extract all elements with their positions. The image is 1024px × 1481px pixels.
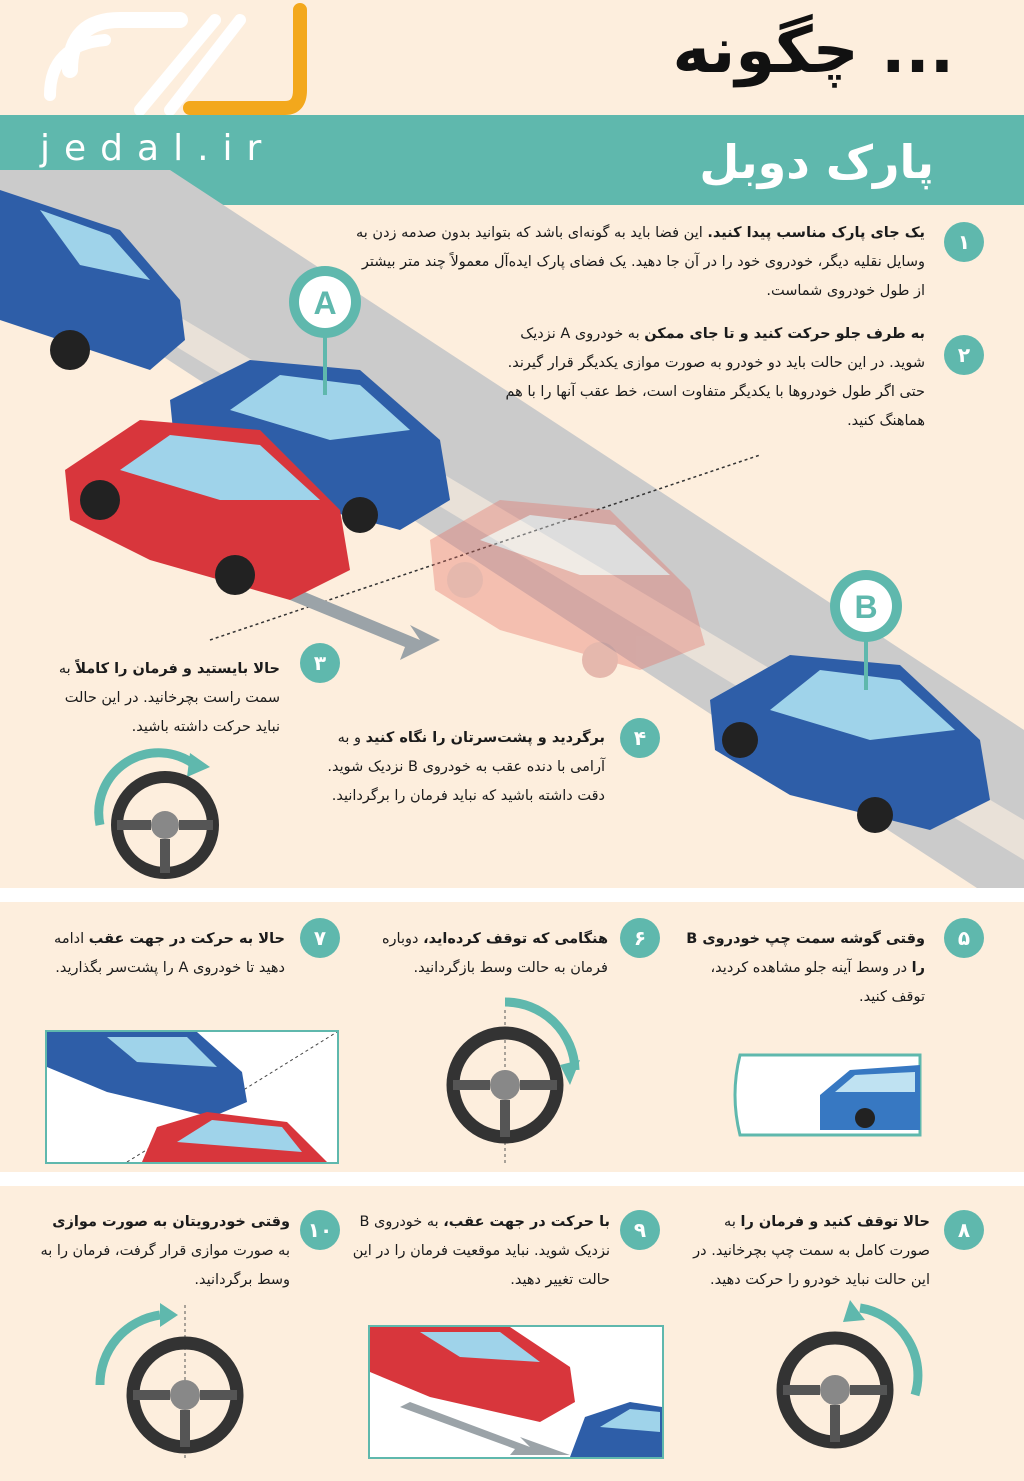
step-3-bold: حالا بایستید و فرمان را کاملاً bbox=[75, 661, 280, 677]
step-5-body: در وسط آینه جلو مشاهده کردید، توقف کنید. bbox=[710, 960, 925, 1005]
step-10-bold: وقتی خودرویتان به صورت موازی bbox=[52, 1214, 290, 1230]
section-divider bbox=[0, 1172, 1024, 1186]
step-7-text bbox=[40, 925, 285, 983]
step-2-bold: به طرف جلو حرکت کنید و تا جای ممکن bbox=[644, 326, 925, 342]
step-4-text bbox=[320, 724, 605, 811]
step-7-cars bbox=[47, 1032, 337, 1162]
steering-wheel-left-icon bbox=[765, 1300, 935, 1460]
logo-text[interactable]: jedal.ir bbox=[40, 128, 276, 169]
step-8-bold: حالا توقف کنید و فرمان را bbox=[740, 1214, 930, 1230]
marker-a-label: A bbox=[313, 285, 337, 321]
steering-wheel-center-icon bbox=[430, 990, 590, 1170]
logo-mark-icon bbox=[30, 0, 310, 125]
step-10-number: ۱۰ bbox=[300, 1210, 340, 1250]
step-3-number: ۳ bbox=[300, 643, 340, 683]
step-7-number: ۷ bbox=[300, 918, 340, 958]
step-5-bold: وقتی گوشه سمت چپ خودروی B را bbox=[686, 931, 925, 976]
step-1-bold: یک جای پارک مناسب پیدا کنید. bbox=[707, 225, 925, 241]
step-2-body: به خودروی A نزدیک شوید. در این حالت باید دو خودرو به صورت موازی یکدیگر قرار گیرند. حتی اگر طول خودروها با یکدیگر متفاوت است، خط عقب آنها را با هم هماهنگ کنید. bbox=[505, 326, 925, 429]
step-9-number: ۹ bbox=[620, 1210, 660, 1250]
step-7-body: ادامه دهید تا خودروی A را پشت‌سر بگذارید. bbox=[54, 931, 285, 976]
steering-wheel-return-icon bbox=[90, 1300, 260, 1465]
banner-title: پارک دوبل bbox=[699, 135, 934, 189]
step-6-text bbox=[370, 925, 608, 983]
step-4-body: و به آرامی با دنده عقب به خودروی B نزدیک شوید. دقت داشته باشید که نباید فرمان را برگردانید. bbox=[327, 730, 605, 804]
step-6-bold: هنگامی که توقف کرده‌اید، bbox=[423, 931, 608, 947]
page-title: چگونه ... bbox=[672, 14, 954, 88]
marker-b-label: B bbox=[854, 589, 878, 625]
step-3-text bbox=[40, 655, 280, 742]
step-4-number: ۴ bbox=[620, 718, 660, 758]
step-3-body: به سمت راست بچرخانید. در این حالت نباید حرکت داشته باشید. bbox=[58, 661, 280, 735]
step-9-cars bbox=[370, 1327, 662, 1457]
step-6-body: دوباره فرمان به حالت وسط بازگردانید. bbox=[381, 931, 608, 976]
step-8-body: به صورت کامل به سمت چپ بچرخانید. در این حالت نباید خودرو را حرکت دهید. bbox=[693, 1214, 930, 1288]
step-8-number: ۸ bbox=[944, 1210, 984, 1250]
step-9-bold: با حرکت در جهت عقب، bbox=[443, 1214, 610, 1230]
step-5-number: ۵ bbox=[944, 918, 984, 958]
step-9-text bbox=[340, 1208, 610, 1295]
step-1-number: ۱ bbox=[944, 222, 984, 262]
mirror-view-illustration bbox=[730, 1050, 930, 1140]
step-9-illustration bbox=[368, 1325, 664, 1459]
step-10-text bbox=[40, 1208, 290, 1295]
step-10-body: به صورت موازی قرار گرفت، فرمان را به وسط برگردانید. bbox=[40, 1243, 290, 1288]
step-2-number: ۲ bbox=[944, 335, 984, 375]
steering-wheel-right-icon bbox=[85, 745, 235, 885]
step-2-text bbox=[495, 320, 925, 436]
step-7-bold: حالا به حرکت در جهت عقب bbox=[88, 931, 285, 947]
step-1-text bbox=[350, 219, 925, 306]
step-5-text bbox=[680, 925, 925, 1012]
step-8-text bbox=[680, 1208, 930, 1295]
step-1-body: این فضا باید به گونه‌ای باشد که بتوانید بدون صدمه زدن به وسایل نقلیه دیگر، خودروی خود را در آن جا دهید. یک فضای پارک ایده‌آل معمولاً چند متر بیشتر از طول خودروی شماست. bbox=[356, 225, 925, 299]
step-9-body: به خودروی B نزدیک شوید. نباید موقعیت فرمان را در این حالت تغییر دهید. bbox=[352, 1214, 610, 1288]
section-divider bbox=[0, 888, 1024, 902]
step-7-illustration bbox=[45, 1030, 339, 1164]
step-4-bold: برگردید و پشت‌سرتان را نگاه کنید bbox=[365, 730, 605, 746]
step-6-number: ۶ bbox=[620, 918, 660, 958]
